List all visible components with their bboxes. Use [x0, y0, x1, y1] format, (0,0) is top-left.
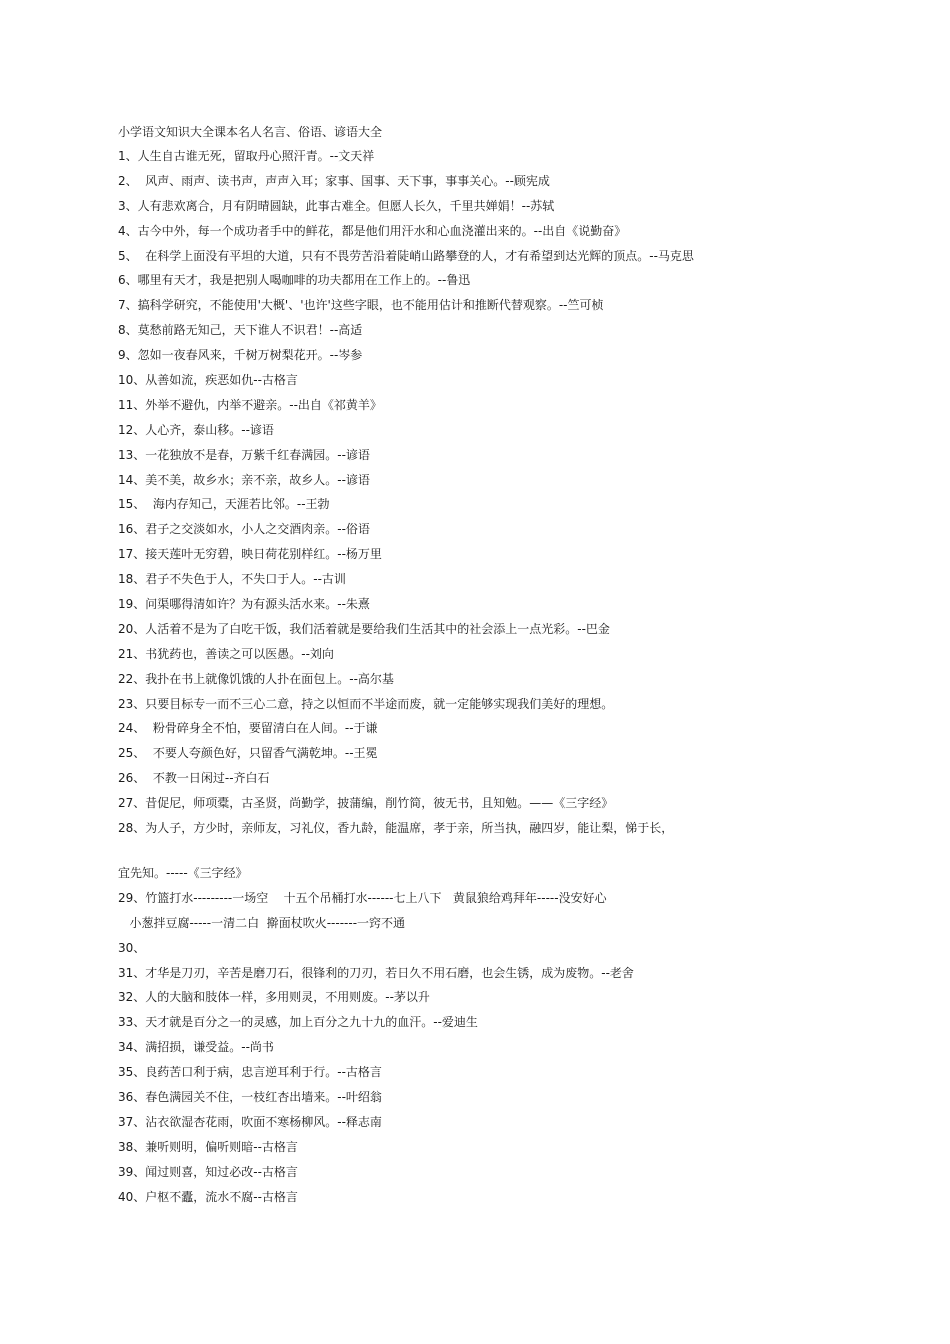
quote-line: 40、户枢不蠹，流水不腐--古格言 [118, 1189, 298, 1204]
quote-line: 8、莫愁前路无知己，天下谁人不识君！--高适 [118, 323, 363, 338]
quote-line: 26、 不教一日闲过--齐白石 [118, 771, 270, 786]
quote-line: 13、一花独放不是春，万紫千红春满园。--谚语 [118, 447, 370, 462]
quote-line: 小葱拌豆腐-----一清二白 擀面杖吹火-------一窍不通 [118, 915, 406, 930]
quote-line: 11、外举不避仇，内举不避亲。--出自《祁黄羊》 [118, 397, 382, 412]
quote-line: 28、为人子，方少时，亲师友，习礼仪，香九龄，能温席，孝于亲，所当执，融四岁，能让梨，悌于长， [118, 821, 674, 836]
quote-line: 7、搞科学研究，不能使用'大概'、'也许'这些字眼，也不能用估计和推断代替观察。--竺可桢 [118, 298, 604, 313]
quote-line: 6、哪里有天才，我是把别人喝咖啡的功夫都用在工作上的。--鲁迅 [118, 273, 471, 288]
quote-line: 21、书犹药也，善读之可以医愚。--刘向 [118, 646, 334, 661]
quote-line: 9、忽如一夜春风来，千树万树梨花开。--岑参 [118, 348, 363, 363]
quote-line: 4、古今中外，每一个成功者手中的鲜花，都是他们用汗水和心血浇灌出来的。--出自《说勤奋》 [118, 223, 627, 238]
quote-line: 33、天才就是百分之一的灵感，加上百分之九十九的血汗。--爱迪生 [118, 1015, 478, 1030]
quote-line: 32、人的大脑和肢体一样，多用则灵，不用则废。--茅以升 [118, 990, 430, 1005]
quote-line: 39、闻过则喜，知过必改--古格言 [118, 1164, 298, 1179]
quote-line: 34、满招损，谦受益。--尚书 [118, 1040, 274, 1055]
quote-line: 24、 粉骨碎身全不怕，要留清白在人间。--于谦 [118, 721, 378, 736]
quote-line: 10、从善如流，疾恶如仇--古格言 [118, 373, 298, 388]
quote-line: 14、美不美，故乡水；亲不亲，故乡人。--谚语 [118, 472, 370, 487]
quote-line: 18、君子不失色于人，不失口于人。--古训 [118, 572, 346, 587]
quote-line: 12、人心齐，泰山移。--谚语 [118, 422, 274, 437]
quote-line: 19、问渠哪得清如许？为有源头活水来。--朱熹 [118, 597, 370, 612]
quote-line: 37、沾衣欲湿杏花雨，吹面不寒杨柳风。--释志南 [118, 1114, 382, 1129]
quotes-list-part2 [118, 861, 838, 1209]
quote-line: 3、人有悲欢离合，月有阴晴圆缺，此事古难全。但愿人长久，千里共婵娟！--苏轼 [118, 198, 555, 213]
quote-line: 5、 在科学上面没有平坦的大道，只有不畏劳苦沿着陡峭山路攀登的人，才有希望到达光辉的顶点。--马克思 [118, 248, 694, 263]
quote-line: 23、只要目标专一而不三心二意，持之以恒而不半途而废，就一定能够实现我们美好的理想。 [118, 696, 614, 711]
quote-line: 25、 不要人夸颜色好，只留香气满乾坤。--王冕 [118, 746, 378, 761]
quote-line: 27、昔促尼，师项橐，古圣贤，尚勤学，披蒲编，削竹简，彼无书，且知勉。——《三字经》 [118, 796, 614, 811]
quote-line: 16、君子之交淡如水，小人之交酒肉亲。--俗语 [118, 522, 370, 537]
quote-line: 29、竹篮打水---------一场空 十五个吊桶打水------七上八下 黄鼠狼给鸡拜年-----没安好心 [118, 890, 607, 905]
quote-line: 35、良药苦口利于病，忠言逆耳利于行。--古格言 [118, 1065, 382, 1080]
quote-line: 1、人生自古谁无死，留取丹心照汗青。--文天祥 [118, 149, 375, 163]
quote-line: 15、 海内存知己，天涯若比邻。--王勃 [118, 497, 330, 512]
quote-line: 31、才华是刀刃，辛苦是磨刀石，很锋利的刀刃，若日久不用石磨，也会生锈，成为废物。--老舍 [118, 965, 634, 980]
quote-line: 20、人活着不是为了白吃干饭，我们活着就是要给我们生活其中的社会添上一点光彩。--巴金 [118, 621, 610, 636]
quotes-list-part1 [118, 144, 838, 841]
quote-line: 30、 [118, 940, 146, 955]
quote-line: 宜先知。-----《三字经》 [118, 865, 248, 880]
quote-line: 22、我扑在书上就像饥饿的人扑在面包上。--高尔基 [118, 671, 394, 686]
quote-line: 17、接天莲叶无穷碧，映日荷花别样红。--杨万里 [118, 547, 382, 562]
quote-line: 2、 风声、雨声、读书声，声声入耳；家事、国事、天下事，事事关心。--顾宪成 [118, 173, 550, 188]
quote-line: 38、兼听则明，偏听则暗--古格言 [118, 1139, 298, 1154]
quote-line: 36、春色满园关不住，一枝红杏出墙来。--叶绍翁 [118, 1089, 382, 1104]
document-title: 小学语文知识大全课本名人名言、俗语、谚语大全 [118, 125, 383, 139]
paragraph-gap [118, 841, 838, 861]
document-body [118, 120, 838, 1209]
